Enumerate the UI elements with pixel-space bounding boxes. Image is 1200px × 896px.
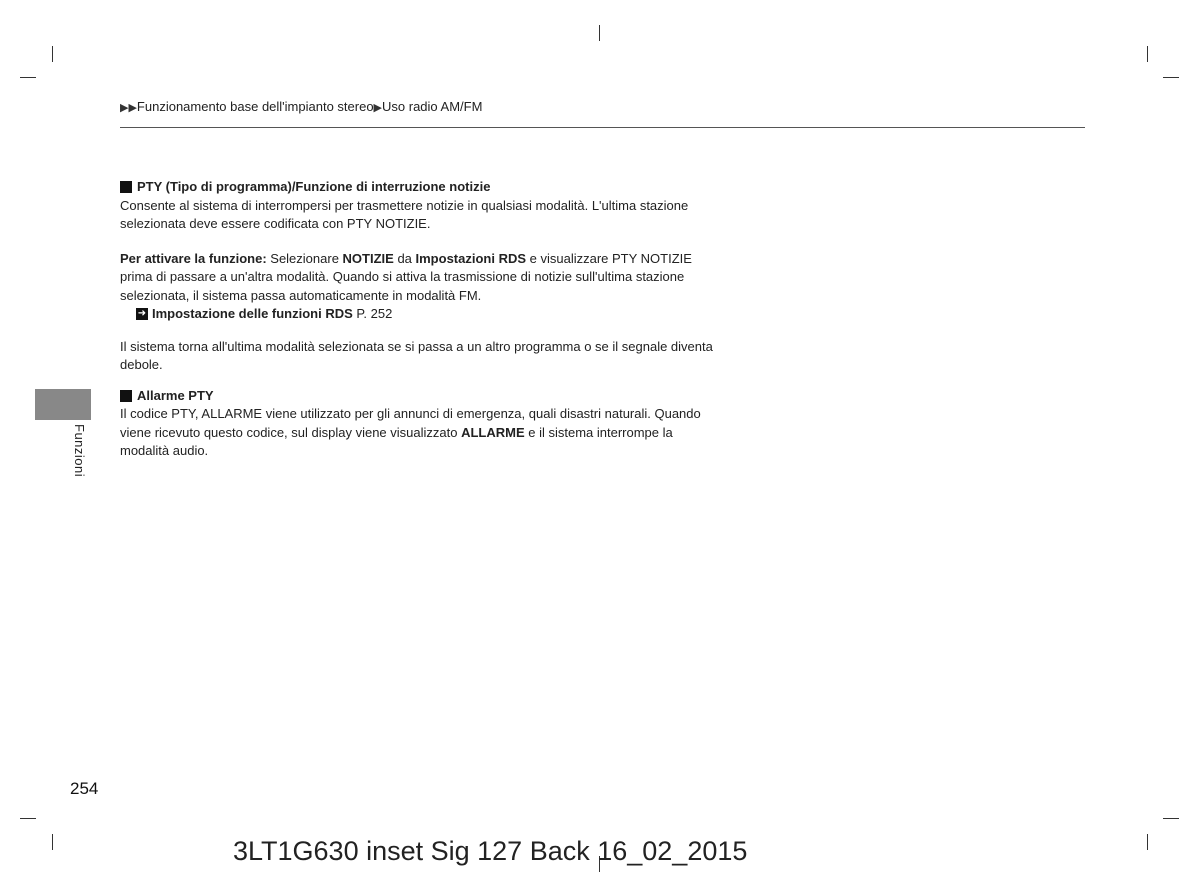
crop-mark: [599, 25, 600, 41]
crop-mark: [1163, 818, 1179, 819]
black-square-icon: [120, 181, 132, 193]
crop-mark: [1163, 77, 1179, 78]
double-triangle-right-icon: ▶▶: [120, 102, 137, 114]
alarm-paragraph: [120, 405, 720, 461]
activate-label: Per attivare la funzione:: [120, 250, 267, 266]
activate-text: Selezionare: [266, 250, 343, 266]
page-content: [120, 178, 720, 461]
activate-paragraph: [120, 250, 720, 306]
cross-reference-label: Impostazione delle funzioni RDS: [152, 306, 353, 321]
section-title-pty: PTY (Tipo di programma)/Funzione di interruzione notizie: [137, 179, 491, 194]
crop-mark: [52, 46, 53, 62]
crop-mark: [20, 77, 36, 78]
breadcrumb-section: Funzionamento base dell'impianto stereo: [136, 99, 374, 114]
header-rule: [120, 127, 1085, 128]
rds-settings-term: Impostazioni RDS: [415, 250, 527, 266]
section-intro: Consente al sistema di interrompersi per trasmettere notizie in qualsiasi modalità. L'ultima stazione selezionata deve essere codificata con PTY NOTIZIE.: [120, 197, 689, 231]
crop-mark: [20, 818, 36, 819]
activate-text: da: [393, 250, 416, 266]
cross-reference-link[interactable]: [120, 305, 720, 324]
triangle-right-icon: ▶: [373, 102, 383, 114]
cross-reference-page: P. 252: [352, 306, 393, 321]
crop-mark: [52, 834, 53, 850]
crop-mark: [1147, 46, 1148, 62]
print-slug: 3LT1G630 inset Sig 127 Back 16_02_2015: [233, 836, 748, 866]
section-heading-pty: [120, 178, 720, 197]
breadcrumb-subsection: Uso radio AM/FM: [382, 99, 483, 114]
crop-mark: [1147, 834, 1148, 850]
chapter-tab-label: Funzioni: [72, 424, 87, 478]
section-heading-alarm: [120, 387, 720, 406]
chapter-tab: [35, 389, 91, 420]
black-square-icon: [120, 390, 132, 402]
signal-note: Il sistema torna all'ultima modalità selezionata se si passa a un altro programma o se il segnale diventa debole.: [120, 338, 713, 372]
alarm-text: Il codice PTY, ALLARME viene utilizzato per gli annunci di emergenza, quali disastri naturali. Quando viene ricevuto questo codice, sul display viene visualizzato: [120, 406, 701, 440]
activate-text: e visualizzare PTY NOTIZIE prima di passare a un'altra modalità. Quando si attiva la trasmissione di notizie sull'ultima stazione selezionata, il sistema passa automaticamente in modalità FM.: [120, 250, 692, 303]
page-number: 254: [70, 779, 99, 798]
alarm-text: e il sistema interrompe la modalità audio.: [120, 424, 673, 458]
section-title-alarm: Allarme PTY: [137, 387, 214, 403]
allarme-term: ALLARME: [461, 424, 525, 440]
cross-reference-arrow-icon: ➜: [137, 308, 147, 320]
notizie-term: NOTIZIE: [342, 250, 394, 266]
breadcrumb: [120, 99, 482, 114]
